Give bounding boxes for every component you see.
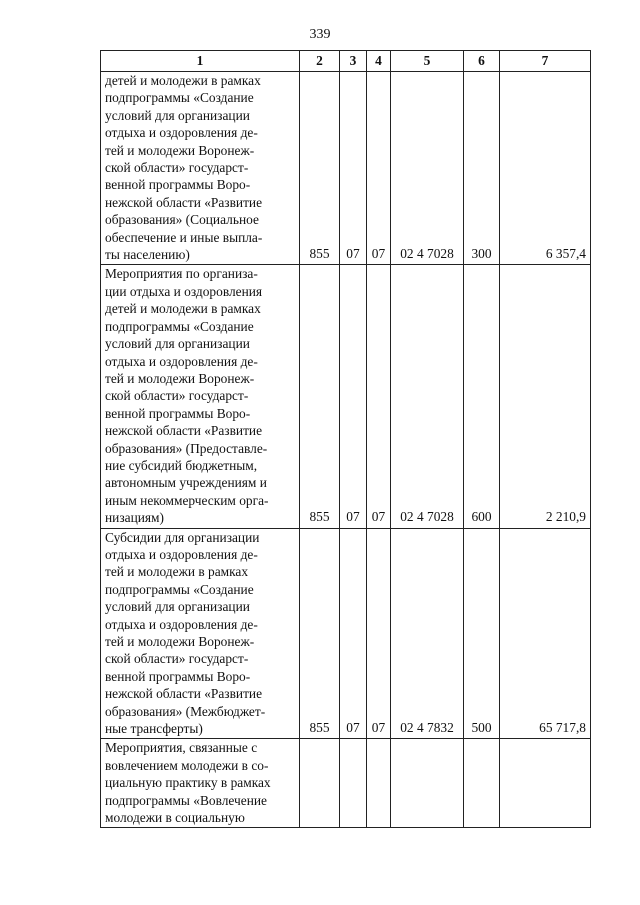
col-header-1: 1 (101, 51, 300, 72)
subsection-code: 07 (367, 72, 391, 265)
expense-type-code: 500 (464, 528, 500, 739)
section-code: 07 (340, 528, 367, 739)
description-line: обеспечение и иные выпла- (105, 229, 263, 245)
description-line: подпрограммы «Создание (105, 90, 254, 106)
amount: 65 717,8 (500, 528, 591, 739)
amount (500, 739, 591, 828)
row-description (101, 528, 300, 739)
amount: 6 357,4 (500, 72, 591, 265)
description-line: отдыха и оздоровления де- (105, 546, 258, 562)
description-line: ской области» государст- (105, 388, 249, 404)
target-article-code (391, 739, 464, 828)
expense-type-code: 300 (464, 72, 500, 265)
description-line: иным некоммерческим орга- (105, 492, 269, 508)
description-line: венной программы Воро- (105, 668, 251, 684)
description-line: автономным учреждениям и (105, 475, 267, 491)
table-row (101, 265, 591, 528)
section-code: 07 (340, 265, 367, 528)
description-line: отдыха и оздоровления де- (105, 125, 258, 141)
subsection-code: 07 (367, 528, 391, 739)
section-code (340, 739, 367, 828)
row-description (101, 72, 300, 265)
description-line: Мероприятия, связанные с (105, 740, 258, 756)
description-line: тей и молодежи Воронеж- (105, 142, 255, 158)
description-line: ные трансферты) (105, 721, 203, 737)
description-line: отдыха и оздоровления де- (105, 616, 258, 632)
expense-type-code (464, 739, 500, 828)
description-line: нежской области «Развитие (105, 423, 263, 439)
description-line: тей и молодежи в рамках (105, 564, 249, 580)
description-line: циальную практику в рамках (105, 775, 271, 791)
description-line: ние субсидий бюджетным, (105, 457, 258, 473)
target-article-code: 02 4 7832 (391, 528, 464, 739)
description-line: ции отдыха и оздоровления (105, 283, 263, 299)
description-line: ской области» государст- (105, 160, 249, 176)
header-row (101, 51, 591, 72)
description-line: условий для организации (105, 336, 250, 352)
description-line: подпрограммы «Создание (105, 318, 254, 334)
col-header-5: 5 (391, 51, 464, 72)
col-header-2: 2 (300, 51, 340, 72)
col-header-4: 4 (367, 51, 391, 72)
expense-type-code: 600 (464, 265, 500, 528)
row-description (101, 739, 300, 828)
description-line: образования» (Предоставле- (105, 440, 268, 456)
description-line: условий для организации (105, 599, 250, 615)
amount: 2 210,9 (500, 265, 591, 528)
subsection-code: 07 (367, 265, 391, 528)
description-line: образования» (Социальное (105, 212, 259, 228)
description-line: условий для организации (105, 107, 250, 123)
col-header-6: 6 (464, 51, 500, 72)
description-line: низациям) (105, 510, 164, 526)
budget-table (100, 50, 591, 828)
description-line: образования» (Межбюджет- (105, 703, 266, 719)
table-row (101, 739, 591, 828)
target-article-code: 02 4 7028 (391, 265, 464, 528)
table-row (101, 72, 591, 265)
ministry-code (300, 739, 340, 828)
description-line: вовлечением молодежи в со- (105, 757, 269, 773)
ministry-code: 855 (300, 265, 340, 528)
description-line: подпрограммы «Вовлечение (105, 792, 267, 808)
description-line: тей и молодежи Воронеж- (105, 634, 255, 649)
description-line: тей и молодежи Воронеж- (105, 370, 255, 386)
description-line: Мероприятия по организа- (105, 266, 258, 282)
row-description (101, 265, 300, 528)
section-code: 07 (340, 72, 367, 265)
ministry-code: 855 (300, 528, 340, 739)
description-line: детей и молодежи в рамках (105, 301, 261, 317)
description-line: нежской области «Развитие (105, 686, 263, 702)
description-line: детей и молодежи в рамках (105, 73, 261, 88)
table-row (101, 528, 591, 739)
col-header-3: 3 (340, 51, 367, 72)
description-line: ты населению) (105, 247, 190, 263)
description-line: молодежи в социальную (105, 810, 245, 826)
description-line: Субсидии для организации (105, 529, 260, 545)
subsection-code (367, 739, 391, 828)
ministry-code: 855 (300, 72, 340, 265)
target-article-code: 02 4 7028 (391, 72, 464, 265)
description-line: нежской области «Развитие (105, 194, 263, 210)
col-header-7: 7 (500, 51, 591, 72)
page-number: 339 (309, 27, 331, 42)
description-line: венной программы Воро- (105, 177, 251, 193)
description-line: венной программы Воро- (105, 405, 251, 421)
description-line: подпрограммы «Создание (105, 581, 254, 597)
description-line: отдыха и оздоровления де- (105, 353, 258, 369)
description-line: ской области» государст- (105, 651, 249, 667)
